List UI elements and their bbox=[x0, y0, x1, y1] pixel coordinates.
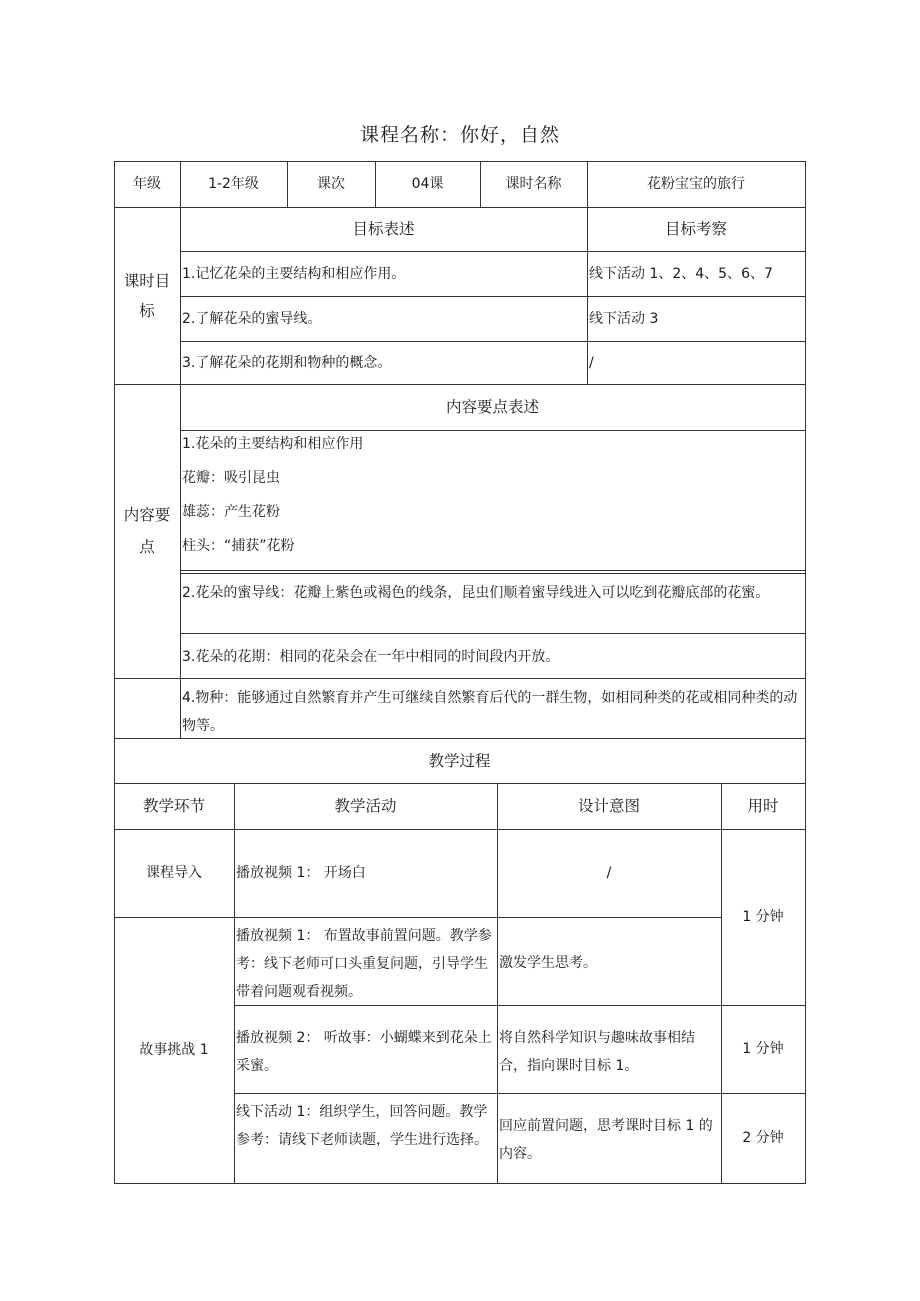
lesson-value: 04课 bbox=[411, 176, 444, 192]
content-point-1-line-2: 雄蕊：产生花粉 bbox=[182, 504, 280, 520]
intro-activity: 播放视频 1： 开场白 bbox=[236, 865, 366, 881]
content-point-2: 2.花朵的蜜导线：花瓣上紫色或褐色的线条，昆虫们顺着蜜导线进入可以吃到花瓣底部的花蜜。 bbox=[182, 585, 770, 601]
objective-desc-2: 2.了解花朵的蜜导线。 bbox=[182, 311, 322, 327]
objective-assess-2: 线下活动 3 bbox=[589, 311, 659, 327]
intro-stage: 课程导入 bbox=[146, 865, 202, 881]
content-point-4: 4.物种：能够通过自然繁育并产生可继续自然繁育后代的一群生物，如相同种类的花或相同种类的动物等。 bbox=[182, 690, 798, 734]
process-col-activity: 教学活动 bbox=[334, 797, 397, 815]
story-stage: 故事挑战 1 bbox=[139, 1042, 209, 1058]
merged-time: 1 分钟 bbox=[742, 909, 784, 925]
story-time-2: 1 分钟 bbox=[742, 1041, 784, 1057]
content-point-1-line-1: 花瓣：吸引昆虫 bbox=[182, 470, 280, 486]
story-time-3: 2 分钟 bbox=[742, 1130, 784, 1146]
process-title: 教学过程 bbox=[428, 751, 491, 770]
content-point-1-title: 1.花朵的主要结构和相应作用 bbox=[182, 436, 364, 452]
story-activity-1: 播放视频 1： 布置故事前置问题。教学参考：线下老师可口头重复问题，引导学生带着问题观看视频。 bbox=[236, 928, 492, 1000]
content-point-1-line-3: 柱头：“捕获”花粉 bbox=[182, 538, 295, 554]
content-header: 内容要点表述 bbox=[445, 398, 539, 416]
objective-assess-1: 线下活动 1、2、4、5、6、7 bbox=[589, 266, 773, 282]
objective-assess-3: / bbox=[589, 355, 594, 371]
objectives-col-desc: 目标表述 bbox=[352, 220, 415, 238]
story-activity-2: 播放视频 2： 听故事：小蝴蝶来到花朵上采蜜。 bbox=[236, 1030, 492, 1074]
process-col-stage: 教学环节 bbox=[142, 797, 205, 815]
story-intent-1: 激发学生思考。 bbox=[499, 955, 597, 971]
page-title: 课程名称：你好，自然 bbox=[359, 124, 560, 146]
lesson-label: 课次 bbox=[317, 176, 345, 192]
content-row-label: 内容要点 bbox=[123, 506, 171, 556]
objective-desc-3: 3.了解花朵的花期和物种的概念。 bbox=[182, 355, 392, 371]
process-col-time: 用时 bbox=[747, 797, 779, 815]
grade-value: 1-2年级 bbox=[208, 176, 259, 192]
grade-label: 年级 bbox=[133, 176, 161, 192]
objectives-row-label: 课时目标 bbox=[123, 271, 171, 320]
story-intent-3: 回应前置问题，思考课时目标 1 的内容。 bbox=[499, 1118, 713, 1162]
intro-intent: / bbox=[606, 865, 612, 881]
objective-desc-1: 1.记忆花朵的主要结构和相应作用。 bbox=[182, 266, 406, 282]
lesson-name-label: 课时名称 bbox=[505, 176, 562, 192]
content-point-3: 3.花朵的花期：相同的花朵会在一年中相同的时间段内开放。 bbox=[182, 649, 560, 665]
lesson-name-value: 花粉宝宝的旅行 bbox=[647, 176, 745, 192]
process-col-intent: 设计意图 bbox=[577, 797, 640, 815]
story-activity-3: 线下活动 1：组织学生，回答问题。教学参考：请线下老师读题，学生进行选择。 bbox=[236, 1104, 488, 1148]
objectives-col-assess: 目标考察 bbox=[664, 220, 727, 238]
story-intent-2: 将自然科学知识与趣味故事相结合，指向课时目标 1。 bbox=[499, 1030, 695, 1074]
